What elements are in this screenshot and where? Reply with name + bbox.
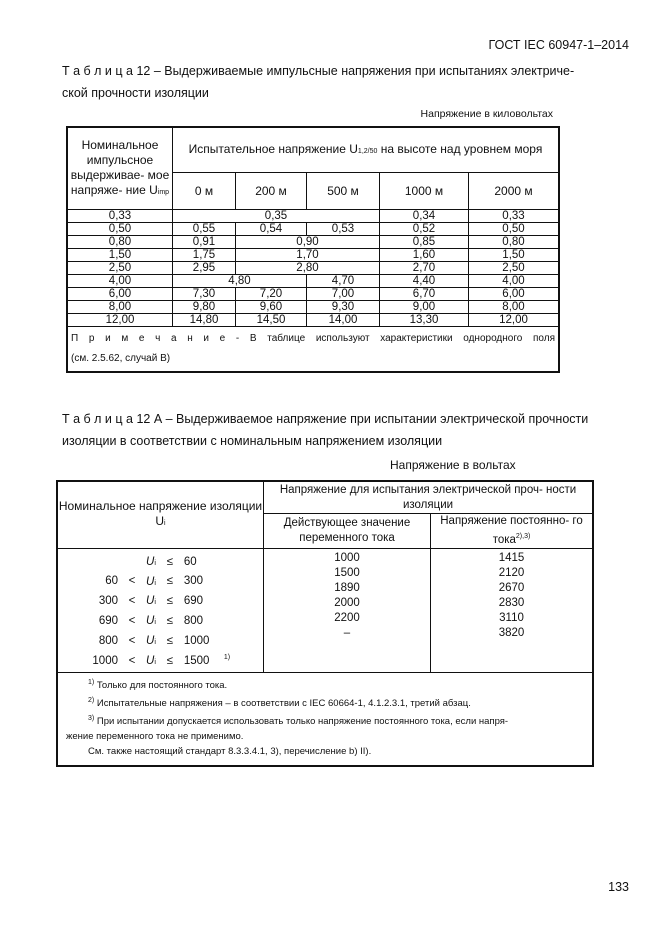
voltage-range — [58, 630, 263, 650]
dc-value: 3820 — [498, 626, 525, 639]
table-cell: 7,20 — [236, 288, 307, 301]
range-symbol: U — [146, 595, 155, 608]
table-row — [67, 301, 559, 314]
table-row — [67, 236, 559, 249]
table-row — [67, 210, 559, 223]
table-cell: 0,33 — [67, 210, 173, 223]
table-row — [67, 249, 559, 262]
table-row — [67, 314, 559, 327]
range-op: < — [128, 595, 136, 608]
table-cell: 0,35 — [173, 210, 380, 223]
altitude-header: 200 м — [236, 173, 307, 210]
table-cell: 0,85 — [380, 236, 469, 249]
col-header-test-voltage: Напряжение для испытания электрической проч- ности изоляции — [264, 481, 594, 514]
range-symbol: U — [146, 555, 155, 568]
range-symbol-sub: i — [154, 638, 156, 646]
table-cell: 0,80 — [67, 236, 173, 249]
ac-values-cell — [264, 548, 431, 672]
table-cell: 4,40 — [380, 275, 469, 288]
table-cell: 0,91 — [173, 236, 236, 249]
col-header-ac: Действующее значение переменного тока — [264, 514, 431, 549]
range-upper: 60 — [183, 555, 197, 568]
range-upper: 690 — [183, 595, 204, 608]
altitude-header: 2000 м — [469, 173, 560, 210]
range-symbol: U — [146, 575, 155, 588]
table-cell: 12,00 — [469, 314, 560, 327]
ac-value: 2000 — [334, 596, 360, 609]
range-symbol-sub: i — [154, 559, 156, 567]
range-lower: 1000 — [92, 654, 118, 667]
range-lower: 690 — [98, 615, 118, 628]
range-symbol-sub: i — [154, 599, 156, 607]
caption-line: Т а б л и ц а 12 А – Выдерживаемое напряжение при испытании электрической прочности — [62, 412, 589, 426]
voltage-range — [58, 610, 263, 630]
see-also: См. также настоящий стандарт 8.3.3.4.1, 3), перечисление b) II). — [88, 746, 372, 758]
table-cell: 14,00 — [307, 314, 380, 327]
table12-caption — [62, 60, 574, 104]
altitude-header: 0 м — [173, 173, 236, 210]
table-cell: 1,60 — [380, 249, 469, 262]
note-line: (см. 2.5.62, случай В) — [71, 353, 171, 364]
footnote-ref: 1) — [223, 653, 231, 661]
range-op: ≤ — [166, 634, 174, 647]
footnote-cont: жение переменного тока не применимо. — [66, 731, 244, 743]
table-row — [67, 275, 559, 288]
dc-values-cell — [431, 548, 594, 672]
footnote: $^{2)}$ Испытательные напряжения – в соответствии с IEC 60664-1, 4.1.2.3.1, третий абзац. — [88, 696, 471, 710]
table-cell: 4,00 — [469, 275, 560, 288]
range-op: < — [128, 615, 136, 628]
altitude-header: 500 м — [307, 173, 380, 210]
ac-value: 1000 — [334, 551, 360, 564]
table12a-footnotes — [57, 672, 593, 766]
table-cell: 0,50 — [67, 223, 173, 236]
table-row — [67, 288, 559, 301]
note-line: П р и м е ч а н и е - В таблице используют характеристики однородного поля — [71, 333, 555, 344]
range-op: < — [128, 575, 136, 588]
range-lower: 300 — [98, 595, 118, 608]
table12-note — [67, 327, 559, 373]
range-lower: 800 — [98, 634, 118, 647]
range-symbol-sub: i — [154, 619, 156, 627]
table-cell: 0,34 — [380, 210, 469, 223]
table-cell: 12,00 — [67, 314, 173, 327]
range-symbol: U — [146, 615, 155, 628]
table-cell: 0,54 — [236, 223, 307, 236]
table-cell: 9,80 — [173, 301, 236, 314]
voltage-range — [58, 571, 263, 591]
table-cell: 14,80 — [173, 314, 236, 327]
table-cell: 2,50 — [67, 262, 173, 275]
range-symbol: U — [146, 654, 155, 667]
document-header: ГОСТ IEC 60947-1–2014 — [488, 38, 629, 52]
table-cell: 9,00 — [380, 301, 469, 314]
range-upper: 1500 — [183, 654, 210, 667]
insulation-voltage-table — [56, 480, 594, 767]
table-cell: 7,30 — [173, 288, 236, 301]
table-cell: 0,50 — [469, 223, 560, 236]
range-symbol-sub: i — [154, 658, 156, 666]
caption-line: ской прочности изоляции — [62, 86, 209, 100]
range-upper: 800 — [183, 615, 204, 628]
col-header-dc: Напряжение постоянно- го тока$^{2),3)}$ — [431, 514, 594, 549]
table12a-caption — [62, 408, 588, 452]
range-op: ≤ — [166, 654, 174, 667]
col-header-rated-insulation: Номинальное напряжение изоляции Ui — [57, 481, 264, 548]
table-cell: 0,55 — [173, 223, 236, 236]
table-cell: 4,00 — [67, 275, 173, 288]
table-cell: 13,30 — [380, 314, 469, 327]
table-cell: 2,95 — [173, 262, 236, 275]
table12-unit: Напряжение в киловольтах — [420, 108, 553, 120]
table-row — [67, 262, 559, 275]
ac-value: 2200 — [334, 611, 360, 624]
range-op: < — [128, 654, 136, 667]
table-cell: 0,80 — [469, 236, 560, 249]
table-row-group — [57, 548, 593, 672]
range-upper: 300 — [183, 575, 204, 588]
range-symbol-sub: i — [154, 579, 156, 587]
table-cell: 0,53 — [307, 223, 380, 236]
impulse-voltage-table — [66, 126, 560, 373]
table-cell: 1,70 — [236, 249, 380, 262]
range-op: ≤ — [166, 595, 174, 608]
caption-line: Т а б л и ц а 12 – Выдерживаемые импульсные напряжения при испытаниях электриче- — [62, 64, 575, 78]
range-op: ≤ — [166, 615, 174, 628]
table-cell: 2,50 — [469, 262, 560, 275]
table-cell: 0,90 — [236, 236, 380, 249]
table-cell: 1,50 — [469, 249, 560, 262]
table-cell: 1,75 — [173, 249, 236, 262]
table-cell: 6,00 — [469, 288, 560, 301]
ac-value: 1500 — [334, 566, 360, 579]
dc-value: 1415 — [498, 551, 525, 564]
voltage-range — [58, 650, 263, 670]
range-op: ≤ — [166, 575, 174, 588]
table-cell: 0,33 — [469, 210, 560, 223]
dc-value: 2670 — [498, 581, 525, 594]
table-cell: 9,30 — [307, 301, 380, 314]
table-cell: 8,00 — [67, 301, 173, 314]
table-cell: 2,80 — [236, 262, 380, 275]
table-cell: 4,80 — [173, 275, 307, 288]
table-cell: 0,52 — [380, 223, 469, 236]
footnote: $^{1)}$ Только для постоянного тока. — [88, 678, 228, 691]
table-cell: 4,70 — [307, 275, 380, 288]
altitude-header: 1000 м — [380, 173, 469, 210]
dc-value: 3110 — [499, 611, 524, 624]
voltage-range — [58, 590, 263, 610]
table-cell: 8,00 — [469, 301, 560, 314]
table-cell: 1,50 — [67, 249, 173, 262]
page-number: 133 — [608, 880, 629, 894]
table-row — [67, 223, 559, 236]
voltage-range-cell — [57, 548, 264, 672]
dc-value: 2120 — [498, 566, 525, 579]
range-symbol: U — [146, 634, 155, 647]
range-lower: 60 — [105, 575, 118, 588]
col-header-rated-impulse: Номинальное импульсное выдерживае- мое напряже- ние Uimp — [67, 127, 173, 210]
table12a-unit: Напряжение в вольтах — [390, 458, 516, 472]
footnote: $^{3)}$ При испытании допускается использовать только напряжение постоянного тока, если напря- — [88, 715, 509, 728]
col-header-test-voltage: Испытательное напряжение U1,2/50 на высоте над уровнем моря — [173, 127, 560, 173]
table-cell: 7,00 — [307, 288, 380, 301]
caption-line: изоляции в соответствии с номинальным напряжением изоляции — [62, 434, 443, 448]
ac-value: – — [343, 626, 351, 639]
range-op: ≤ — [166, 555, 174, 568]
ac-value: 1890 — [334, 581, 360, 594]
table-cell: 14,50 — [236, 314, 307, 327]
range-upper: 1000 — [183, 634, 210, 647]
dc-value: 2830 — [498, 596, 525, 609]
voltage-range — [58, 551, 263, 571]
table-cell: 6,00 — [67, 288, 173, 301]
table-cell: 2,70 — [380, 262, 469, 275]
table-cell: 6,70 — [380, 288, 469, 301]
range-op: < — [128, 634, 136, 647]
table-cell: 9,60 — [236, 301, 307, 314]
